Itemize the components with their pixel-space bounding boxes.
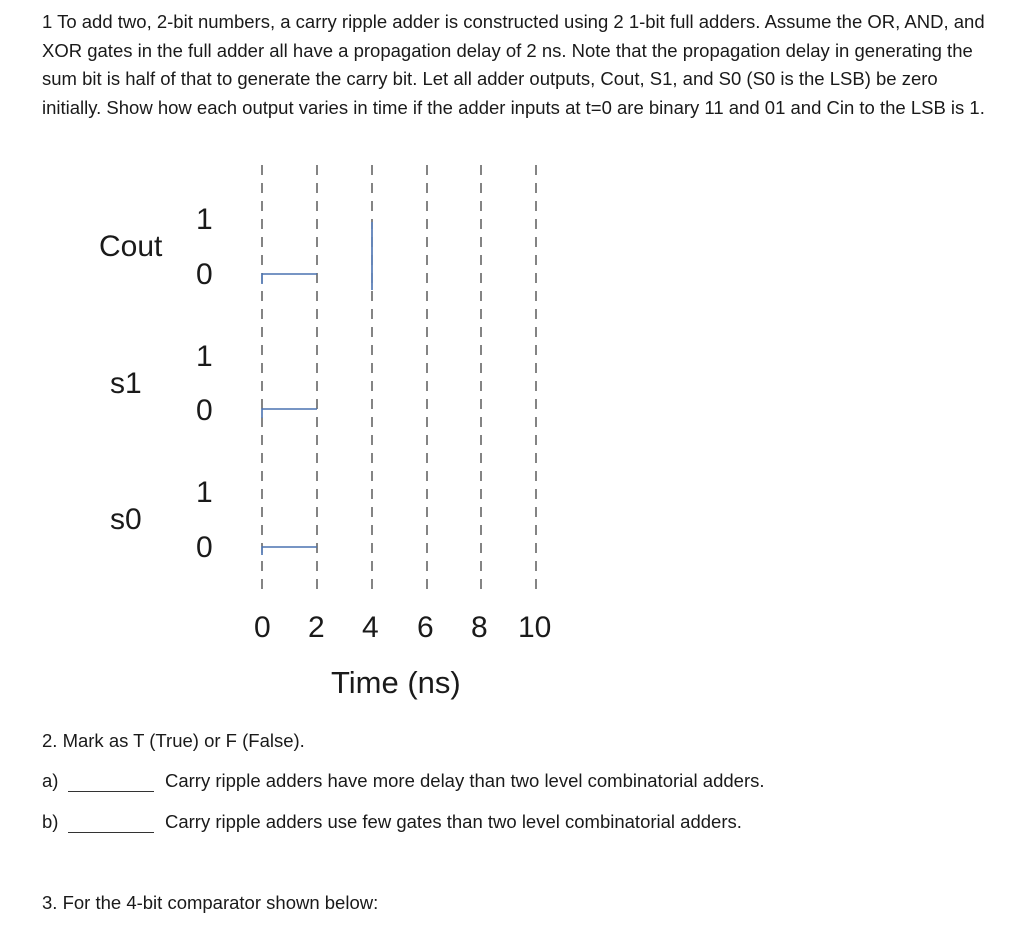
problem-3-heading: 3. For the 4-bit comparator shown below: xyxy=(42,892,379,913)
answer-blank-a[interactable] xyxy=(68,791,154,792)
signal-label-s0: s0 xyxy=(110,503,142,536)
item-a-text: Carry ripple adders have more delay than two level combinatorial adders. xyxy=(165,770,765,791)
item-b-label: b) xyxy=(42,811,59,832)
s1-level-high: 1 xyxy=(196,340,213,373)
x-axis-label: Time (ns) xyxy=(331,665,461,700)
signal-label-s1: s1 xyxy=(110,367,142,400)
s0-level-low: 0 xyxy=(196,531,213,564)
cout-level-low: 0 xyxy=(196,258,213,291)
tick-label-2: 2 xyxy=(308,611,325,644)
tick-label-10: 10 xyxy=(518,611,552,644)
cout-level-high: 1 xyxy=(196,203,213,236)
item-a-label: a) xyxy=(42,770,59,791)
s1-level-low: 0 xyxy=(196,394,213,427)
signal-label-cout: Cout xyxy=(99,230,163,263)
tick-label-4: 4 xyxy=(362,611,379,644)
tick-label-0: 0 xyxy=(254,611,271,644)
item-b-text: Carry ripple adders use few gates than two level combinatorial adders. xyxy=(165,811,742,832)
problem-2-heading: 2. Mark as T (True) or F (False). xyxy=(42,730,305,751)
tick-label-8: 8 xyxy=(471,611,488,644)
time-gridlines xyxy=(262,165,536,595)
s0-level-high: 1 xyxy=(196,476,213,509)
tick-label-6: 6 xyxy=(417,611,434,644)
answer-blank-b[interactable] xyxy=(68,832,154,833)
cout-waveform xyxy=(262,274,317,284)
s0-waveform xyxy=(262,547,317,555)
s1-waveform xyxy=(262,409,317,418)
problem-1-text: 1 To add two, 2-bit numbers, a carry ripple adder is constructed using 2 1-bit full adders. Assume the OR, AND, and XOR gates in the full adder all have a propagation delay of 2 ns. Note that the propagation delay in generating the sum bit is half of that to generate the carry bit. Let all adder outputs, Cout, S1, and S0 (S0 is the LSB) be zero initially. Show how each output varies in time if the adder inputs at t=0 are binary 11 and 01 and Cin to the LSB is 1. xyxy=(42,11,985,118)
